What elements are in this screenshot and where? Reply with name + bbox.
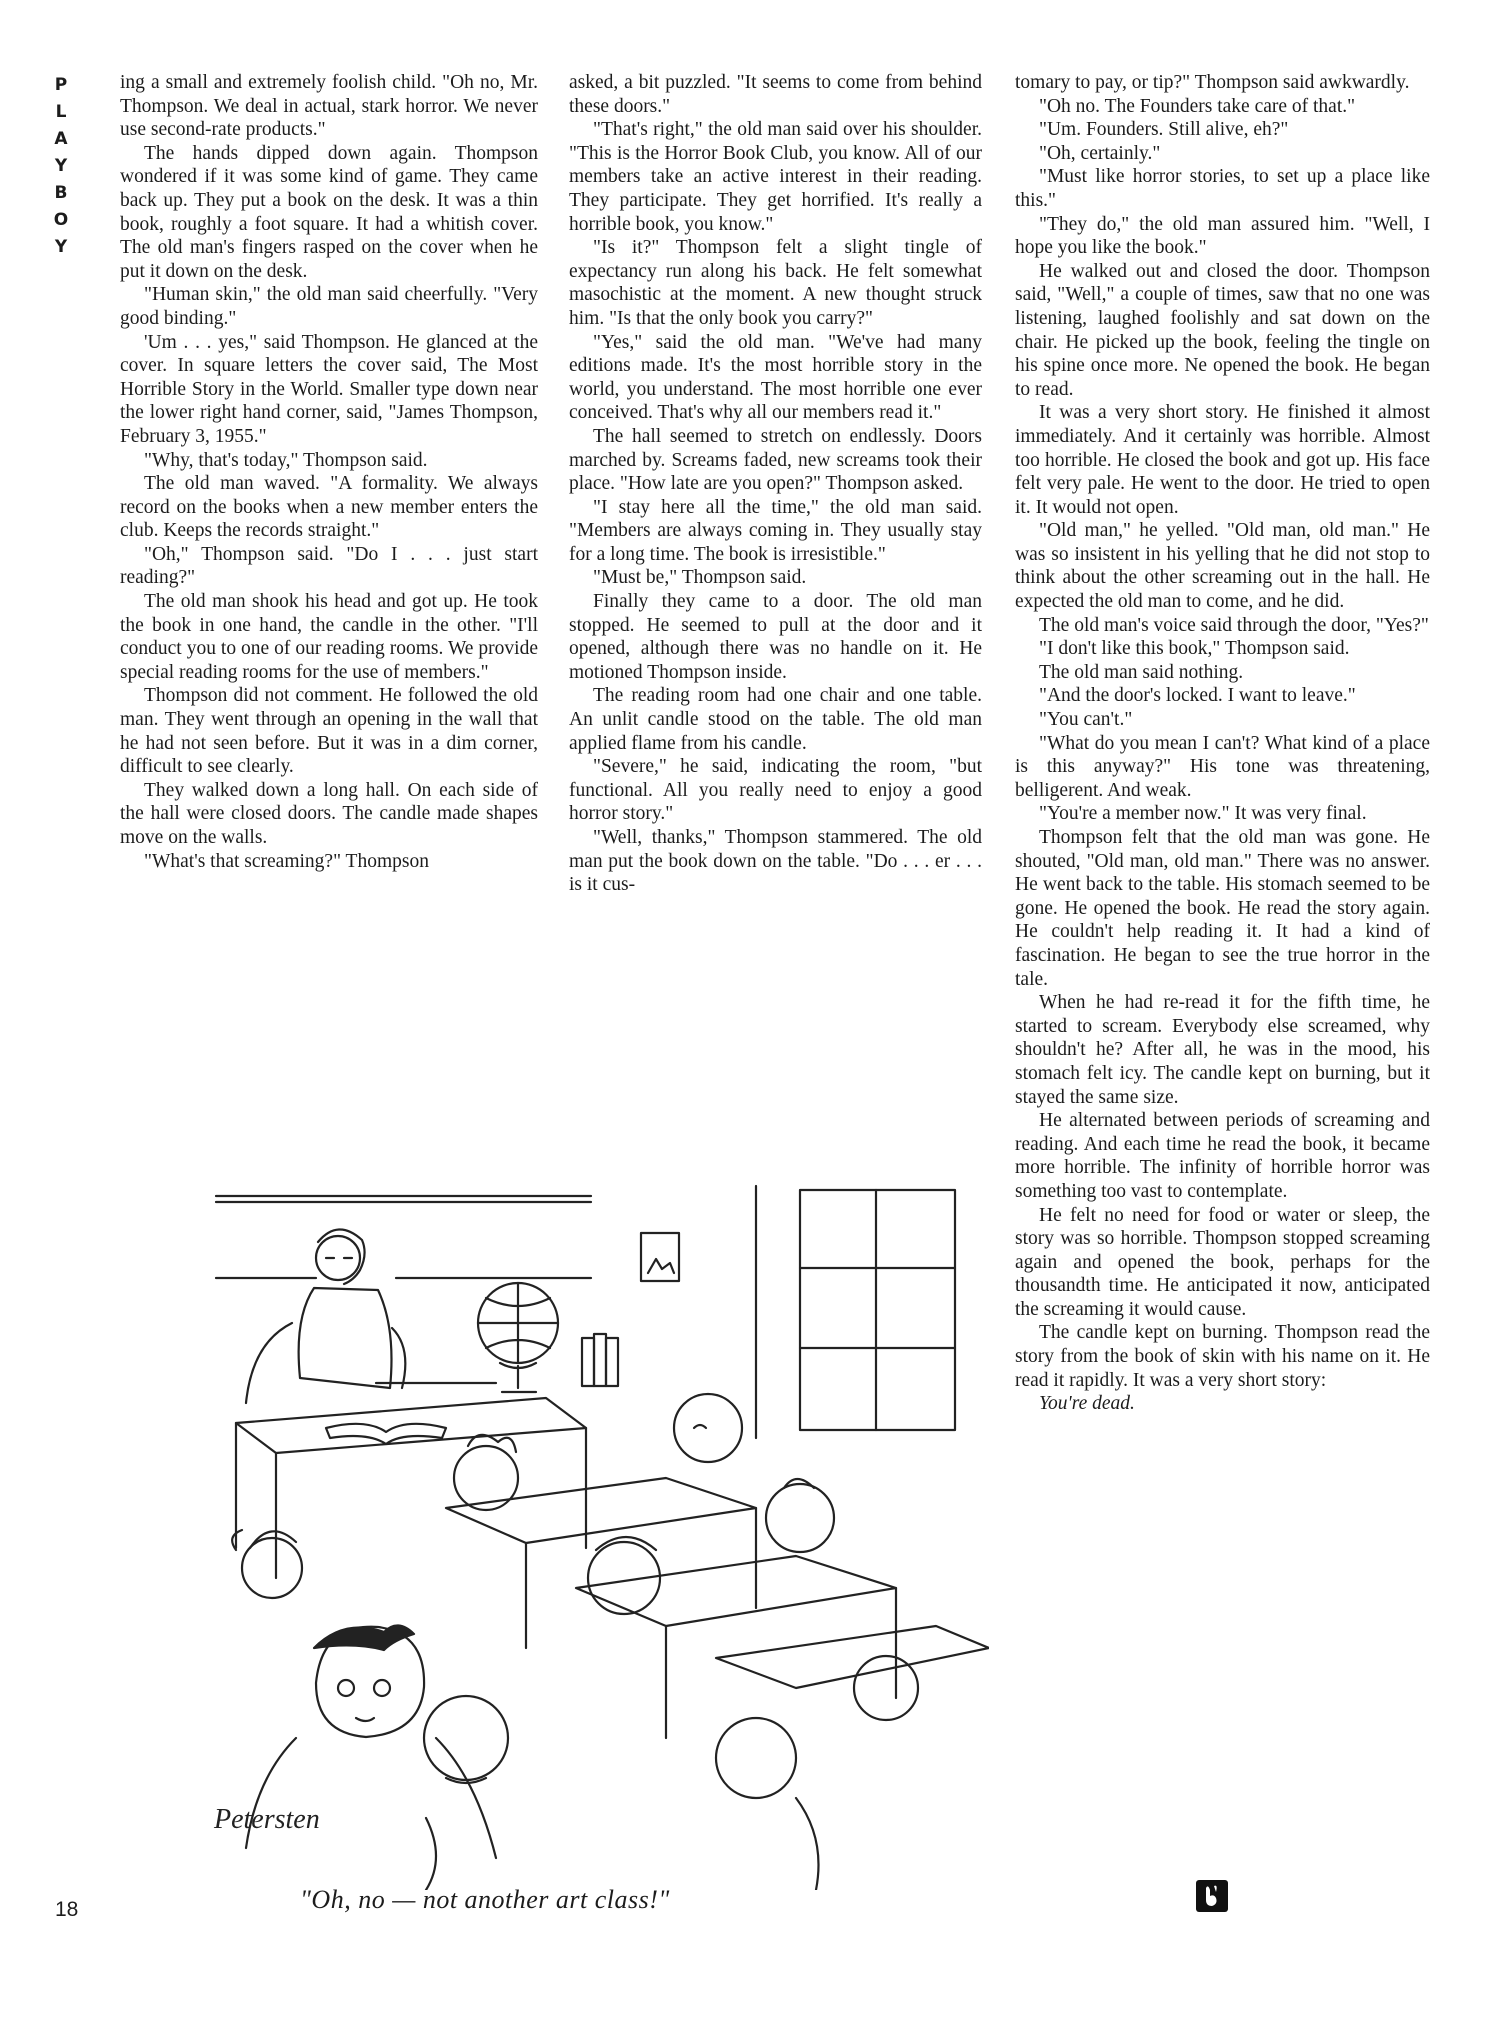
paragraph: "Must like horror stories, to set up a place like this." [1015, 166, 1430, 211]
paragraph: "And the door's locked. I want to leave." [1039, 685, 1356, 707]
page-number: 18 [55, 1898, 79, 1921]
paragraph: "Well, thanks," Thompson stammered. The old man put the book down on the table. "Do . . . er . . . is it cus- [569, 827, 982, 896]
cartoon-signature: Petersten [214, 1804, 320, 1835]
sidebar-letter: A [54, 129, 68, 149]
paragraph: The old man waved. "A formality. We always record on the books when a new member enters the club. Keeps the records straight." [120, 473, 538, 542]
paragraph: "I don't like this book," Thompson said. [1039, 638, 1350, 660]
paragraph: It was a very short story. He finished it almost immediately. And it certainly was horrible. Almost too horrible. He closed the book and got up. His face felt very pale. He went to the door. He tried to open it. It would not open. [1015, 402, 1430, 518]
paragraph: He alternated between periods of screaming and reading. And each time he read the book, it became more horrible. The infinity of horrible horror was something too vast to contemplate. [1015, 1110, 1430, 1202]
paragraph: "You can't." [1039, 709, 1133, 731]
sidebar-letter: L [55, 102, 67, 122]
paragraph: "Oh, certainly." [1039, 142, 1161, 164]
paragraph: "Um. Founders. Still alive, eh?" [1039, 119, 1289, 141]
paragraph: The old man said nothing. [1039, 661, 1244, 683]
paragraph: "They do," the old man assured him. "Well, I hope you like the book." [1015, 213, 1430, 259]
paragraph: 'Um . . . yes," said Thompson. He glanced at the cover. In square letters the cover said, The Most Horrible Story in the World. Smaller type down near the lower right hand corner, said, "James Thompson, February 3, 1955." [120, 331, 538, 447]
classroom-cartoon-illustration [196, 1178, 989, 1890]
paragraph: "Human skin," the old man said cheerfully. "Very good binding." [120, 284, 538, 329]
paragraph: "What's that screaming?" Thompson [144, 850, 429, 872]
paragraph: "Old man," he yelled. "Old man, old man." He was so insistent in his yelling that he did not stop to think about the other screaming out in the hall. He expected the old man to come, and he did. [1015, 520, 1430, 613]
paragraph: ing a small and extremely foolish child. "Oh no, Mr. Thompson. We deal in actual, stark horror. We never use second-rate products." [120, 72, 538, 141]
paragraph: "That's right," the old man said over his shoulder. "This is the Horror Book Club, you know. All of our members take an active interest in their reading. They participate. They get horrified. It's really a horrible book, you know." [569, 119, 982, 235]
sidebar-letter: O [53, 210, 69, 230]
paragraph: Thompson felt that the old man was gone. He shouted, "Old man, old man." There was no answer. He went back to the table. His stomach seemed to be gone. He opened the book. He read the story again. He couldn't help reading it. It had a kind of fascination. He began to see the true horror in the tale. [1015, 827, 1430, 990]
paragraph: "Why, that's today," Thompson said. [144, 449, 428, 471]
paragraph: "Oh," Thompson said. "Do I . . . just start reading?" [120, 543, 538, 589]
sidebar-letter: B [54, 183, 68, 203]
paragraph: He felt no need for food or water or sleep, the story was so horrible. Thompson stopped screaming again and opened the book, perhaps for the thousandth time. He anticipated it now, anticipated the screaming it would cause. [1015, 1204, 1430, 1320]
sidebar-letter: Y [54, 237, 68, 257]
paragraph: "Must be," Thompson said. [593, 567, 807, 589]
paragraph: The hands dipped down again. Thompson wondered if it was some kind of game. They came back up. They put a book on the desk. It was a thin book, roughly a foot square. It had a whitish cover. The old man's fingers rasped on the cover when he put it down on the desk. [120, 142, 538, 282]
paragraph: Finally they came to a door. The old man stopped. He seemed to pull at the door and it opened, although there was no handle on it. He motioned Thompson inside. [569, 591, 982, 683]
paragraph: The candle kept on burning. Thompson read the story from the book of skin with his name on it. He read it rapidly. It was a very short story: [1015, 1322, 1430, 1391]
text-column-2 [569, 71, 982, 897]
magazine-sidebar-label [46, 72, 76, 261]
paragraph: Thompson did not comment. He followed the old man. They went through an opening in the wall that he had not seen before. But it was in a dim corner, difficult to see clearly. [120, 685, 538, 778]
paragraph: "I stay here all the time," the old man said. "Members are always coming in. They usually stay for a long time. The book is irresistible." [569, 496, 982, 565]
cartoon-caption: "Oh, no — not another art class!" [300, 1885, 670, 1914]
sidebar-letter: Y [54, 156, 68, 176]
paragraph: "Severe," he said, indicating the room, "but functional. All you really need to enjoy a good horror story." [569, 756, 982, 825]
paragraph: They walked down a long hall. On each side of the hall were closed doors. The candle made shapes move on the walls. [120, 779, 538, 848]
paragraph: The old man shook his head and got up. He took the book in one hand, the candle in the other. "I'll conduct you to one of our reading rooms. We provide special reading rooms for the use of members." [120, 591, 538, 683]
paragraph: You're dead. [1039, 1393, 1135, 1415]
playboy-bunny-end-mark-icon [1196, 1880, 1228, 1912]
paragraph: The old man's voice said through the door, "Yes?" [1039, 614, 1429, 636]
paragraph: When he had re-read it for the fifth time, he started to scream. Everybody else screamed, why shouldn't he? After all, he was in the mood, his stomach felt icy. The candle kept on burning, but it stayed the same size. [1015, 992, 1430, 1108]
paragraph: tomary to pay, or tip?" Thompson said awkwardly. [1015, 72, 1410, 93]
paragraph: "What do you mean I can't? What kind of a place is this anyway?" His tone was threatening, belligerent. And weak. [1015, 732, 1430, 801]
text-column-1 [120, 71, 538, 873]
paragraph: "Yes," said the old man. "We've had many editions made. It's the most horrible story in the world, you understand. The most horrible one ever conceived. That's why all our members read it." [569, 331, 982, 424]
paragraph: The hall seemed to stretch on endlessly. Doors marched by. Screams faded, new screams took their place. "How late are you open?" Thompson asked. [569, 425, 982, 495]
text-column-3 [1015, 71, 1430, 1416]
sidebar-letter: P [54, 75, 68, 95]
paragraph: He walked out and closed the door. Thompson said, "Well," a couple of times, saw that no one was listening, laughed foolishly and sat down on the chair. He picked up the book, feeling the tingle on his spine once more. Ne opened the book. He began to read. [1015, 260, 1430, 400]
paragraph: "Oh no. The Founders take care of that." [1039, 95, 1356, 117]
paragraph: asked, a bit puzzled. "It seems to come from behind these doors." [569, 72, 982, 117]
paragraph: "You're a member now." It was very final. [1039, 803, 1367, 825]
paragraph: The reading room had one chair and one table. An unlit candle stood on the table. The old man applied flame from his candle. [569, 685, 982, 754]
paragraph: "Is it?" Thompson felt a slight tingle of expectancy run along his back. He felt somewhat masochistic at the moment. A new thought struck him. "Is that the only book you carry?" [569, 237, 982, 329]
